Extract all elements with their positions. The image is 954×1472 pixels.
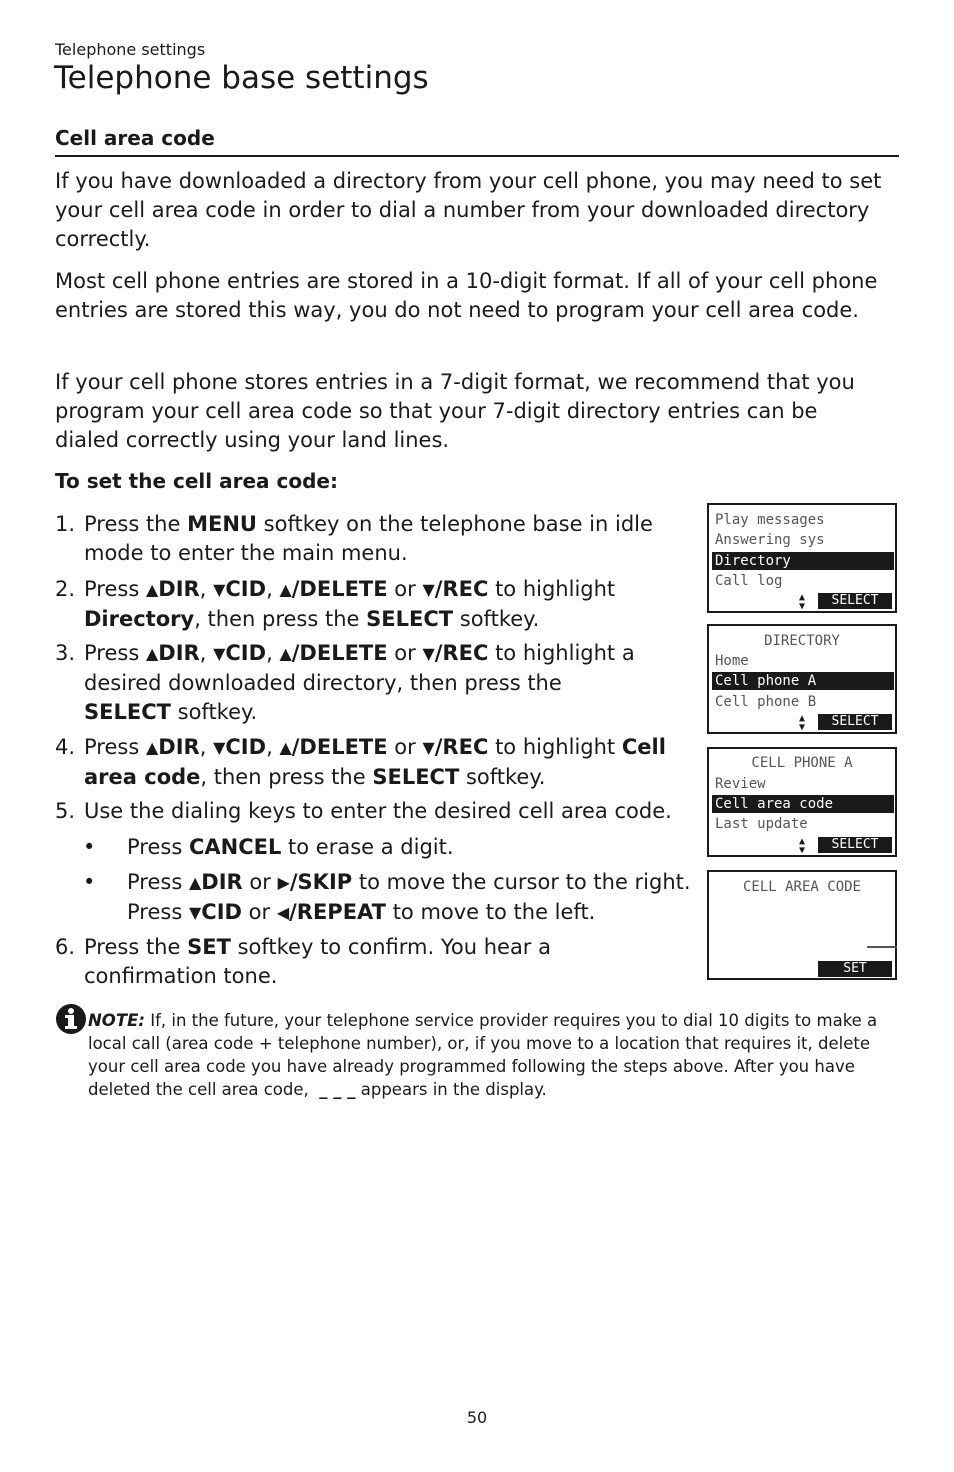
blank-placeholder: _ _ _ [319,1080,356,1099]
page-title: Telephone base settings [54,60,429,96]
menu-line: Cell phone B [715,694,817,710]
section-heading: Cell area code [55,126,215,150]
down-arrow-icon: ▼ [188,903,202,922]
left-arrow-icon: ◀ [276,903,290,922]
menu-line-highlighted: Directory [712,552,894,570]
recommendation-paragraph: If your cell phone stores entries in a 7-digit format, we recommend that you program your cell area code so that your 7-digit directory entries can be dialed correctly using your land lines. [55,370,855,452]
select-softkey: SELECT [818,593,892,609]
screen-title: CELL PHONE A [751,755,853,771]
note-label: NOTE: [88,1011,145,1030]
menu-line: Last update [715,816,808,832]
section-divider [55,155,899,157]
step-number: 3. [55,641,76,665]
running-head: Telephone settings [55,40,206,59]
lcd-screen-cell-phone-a [707,747,897,857]
step-text: Press the SET softkey to confirm. You hear a confirmation tone. [84,935,551,988]
note-text: NOTE: If, in the future, your telephone service provider requires you to dial 10 digits to make a local call (area code + telephone number), or, if you move to a location that requires it, delete your cell area code you have already programmed following the steps above. After you have deleted the cell area code, _ _ _ appears in the display. [88,1011,878,1099]
format-paragraph: Most cell phone entries are stored in a 10-digit format. If all of your cell phone entries are stored this way, you do not need to program your cell area code. [55,269,878,322]
menu-line: Answering sys [715,532,825,548]
step-text: Use the dialing keys to enter the desired cell area code. [84,799,672,823]
step-text: Press the MENU softkey on the telephone base in idle mode to enter the main menu. [84,512,653,565]
down-arrow-icon: ▼ [213,580,226,599]
down-arrow-icon: ▼ [213,644,226,663]
set-softkey: SET [818,961,892,977]
up-arrow-icon: ▲ [279,644,292,663]
menu-line: Review [715,776,766,792]
lcd-screen-cell-area-code [707,870,897,980]
scroll-arrows-icon: ▲ ▼ [798,836,806,856]
page-number: 50 [466,1408,488,1427]
up-arrow-icon: ▲ [145,738,159,757]
menu-line-highlighted: Cell area code [712,795,894,813]
step-text: Press ▲DIR, ▼CID, ▲/DELETE or ▼/REC to highlight Directory, then press the SELECT softkey. [84,577,616,631]
intro-paragraph: If you have downloaded a directory from your cell phone, you may need to set your cell area code in order to dial a number from your downloaded directory correctly. [55,169,882,251]
down-arrow-icon: ▼ [422,644,435,663]
step-text: Press ▲DIR, ▼CID, ▲/DELETE or ▼/REC to highlight Cell area code, then press the SELECT softkey. [84,735,666,789]
lcd-screen-main-menu [707,503,897,613]
up-arrow-icon: ▲ [145,580,159,599]
step-text: Press ▲DIR, ▼CID, ▲/DELETE or ▼/REC to highlight a desired downloaded directory, then press the SELECT softkey. [84,641,635,724]
down-arrow-icon: ▼ [213,738,226,757]
lcd-screen-directory [707,624,897,734]
up-arrow-icon: ▲ [279,580,292,599]
up-arrow-icon: ▲ [188,873,202,892]
up-arrow-icon: ▲ [145,644,159,663]
down-arrow-icon: ▼ [422,580,435,599]
menu-key: MENU [187,512,257,536]
menu-line: Call log [715,573,783,589]
step-number: 1. [55,512,76,536]
scroll-arrows-icon: ▲ ▼ [798,713,806,733]
bullet-dot: • [83,835,96,859]
step-number: 5. [55,799,76,823]
steps-heading: To set the cell area code: [55,469,338,493]
bullet-dot: • [83,870,96,894]
scroll-arrows-icon: ▲ ▼ [798,592,806,612]
bullet-text: Press ▲DIR or ▶/SKIP to move the cursor to the right. Press ▼CID or ◀/REPEAT to move to the left. [127,868,692,928]
screen-title: DIRECTORY [764,633,840,649]
down-arrow-icon: ▼ [422,738,435,757]
step-number: 2. [55,577,76,601]
right-arrow-icon: ▶ [277,873,290,892]
select-softkey: SELECT [818,714,892,730]
screen-title: CELL AREA CODE [742,879,861,895]
entry-cursor [867,946,897,948]
up-arrow-icon: ▲ [279,738,292,757]
step-number: 4. [55,735,76,759]
bullet-text: Press CANCEL to erase a digit. [127,835,454,859]
menu-line-highlighted: Cell phone A [712,672,894,690]
step-number: 6. [55,935,76,959]
select-softkey: SELECT [818,837,892,853]
info-icon [55,1003,87,1035]
menu-line: Home [715,653,749,669]
menu-line: Play messages [715,512,825,528]
